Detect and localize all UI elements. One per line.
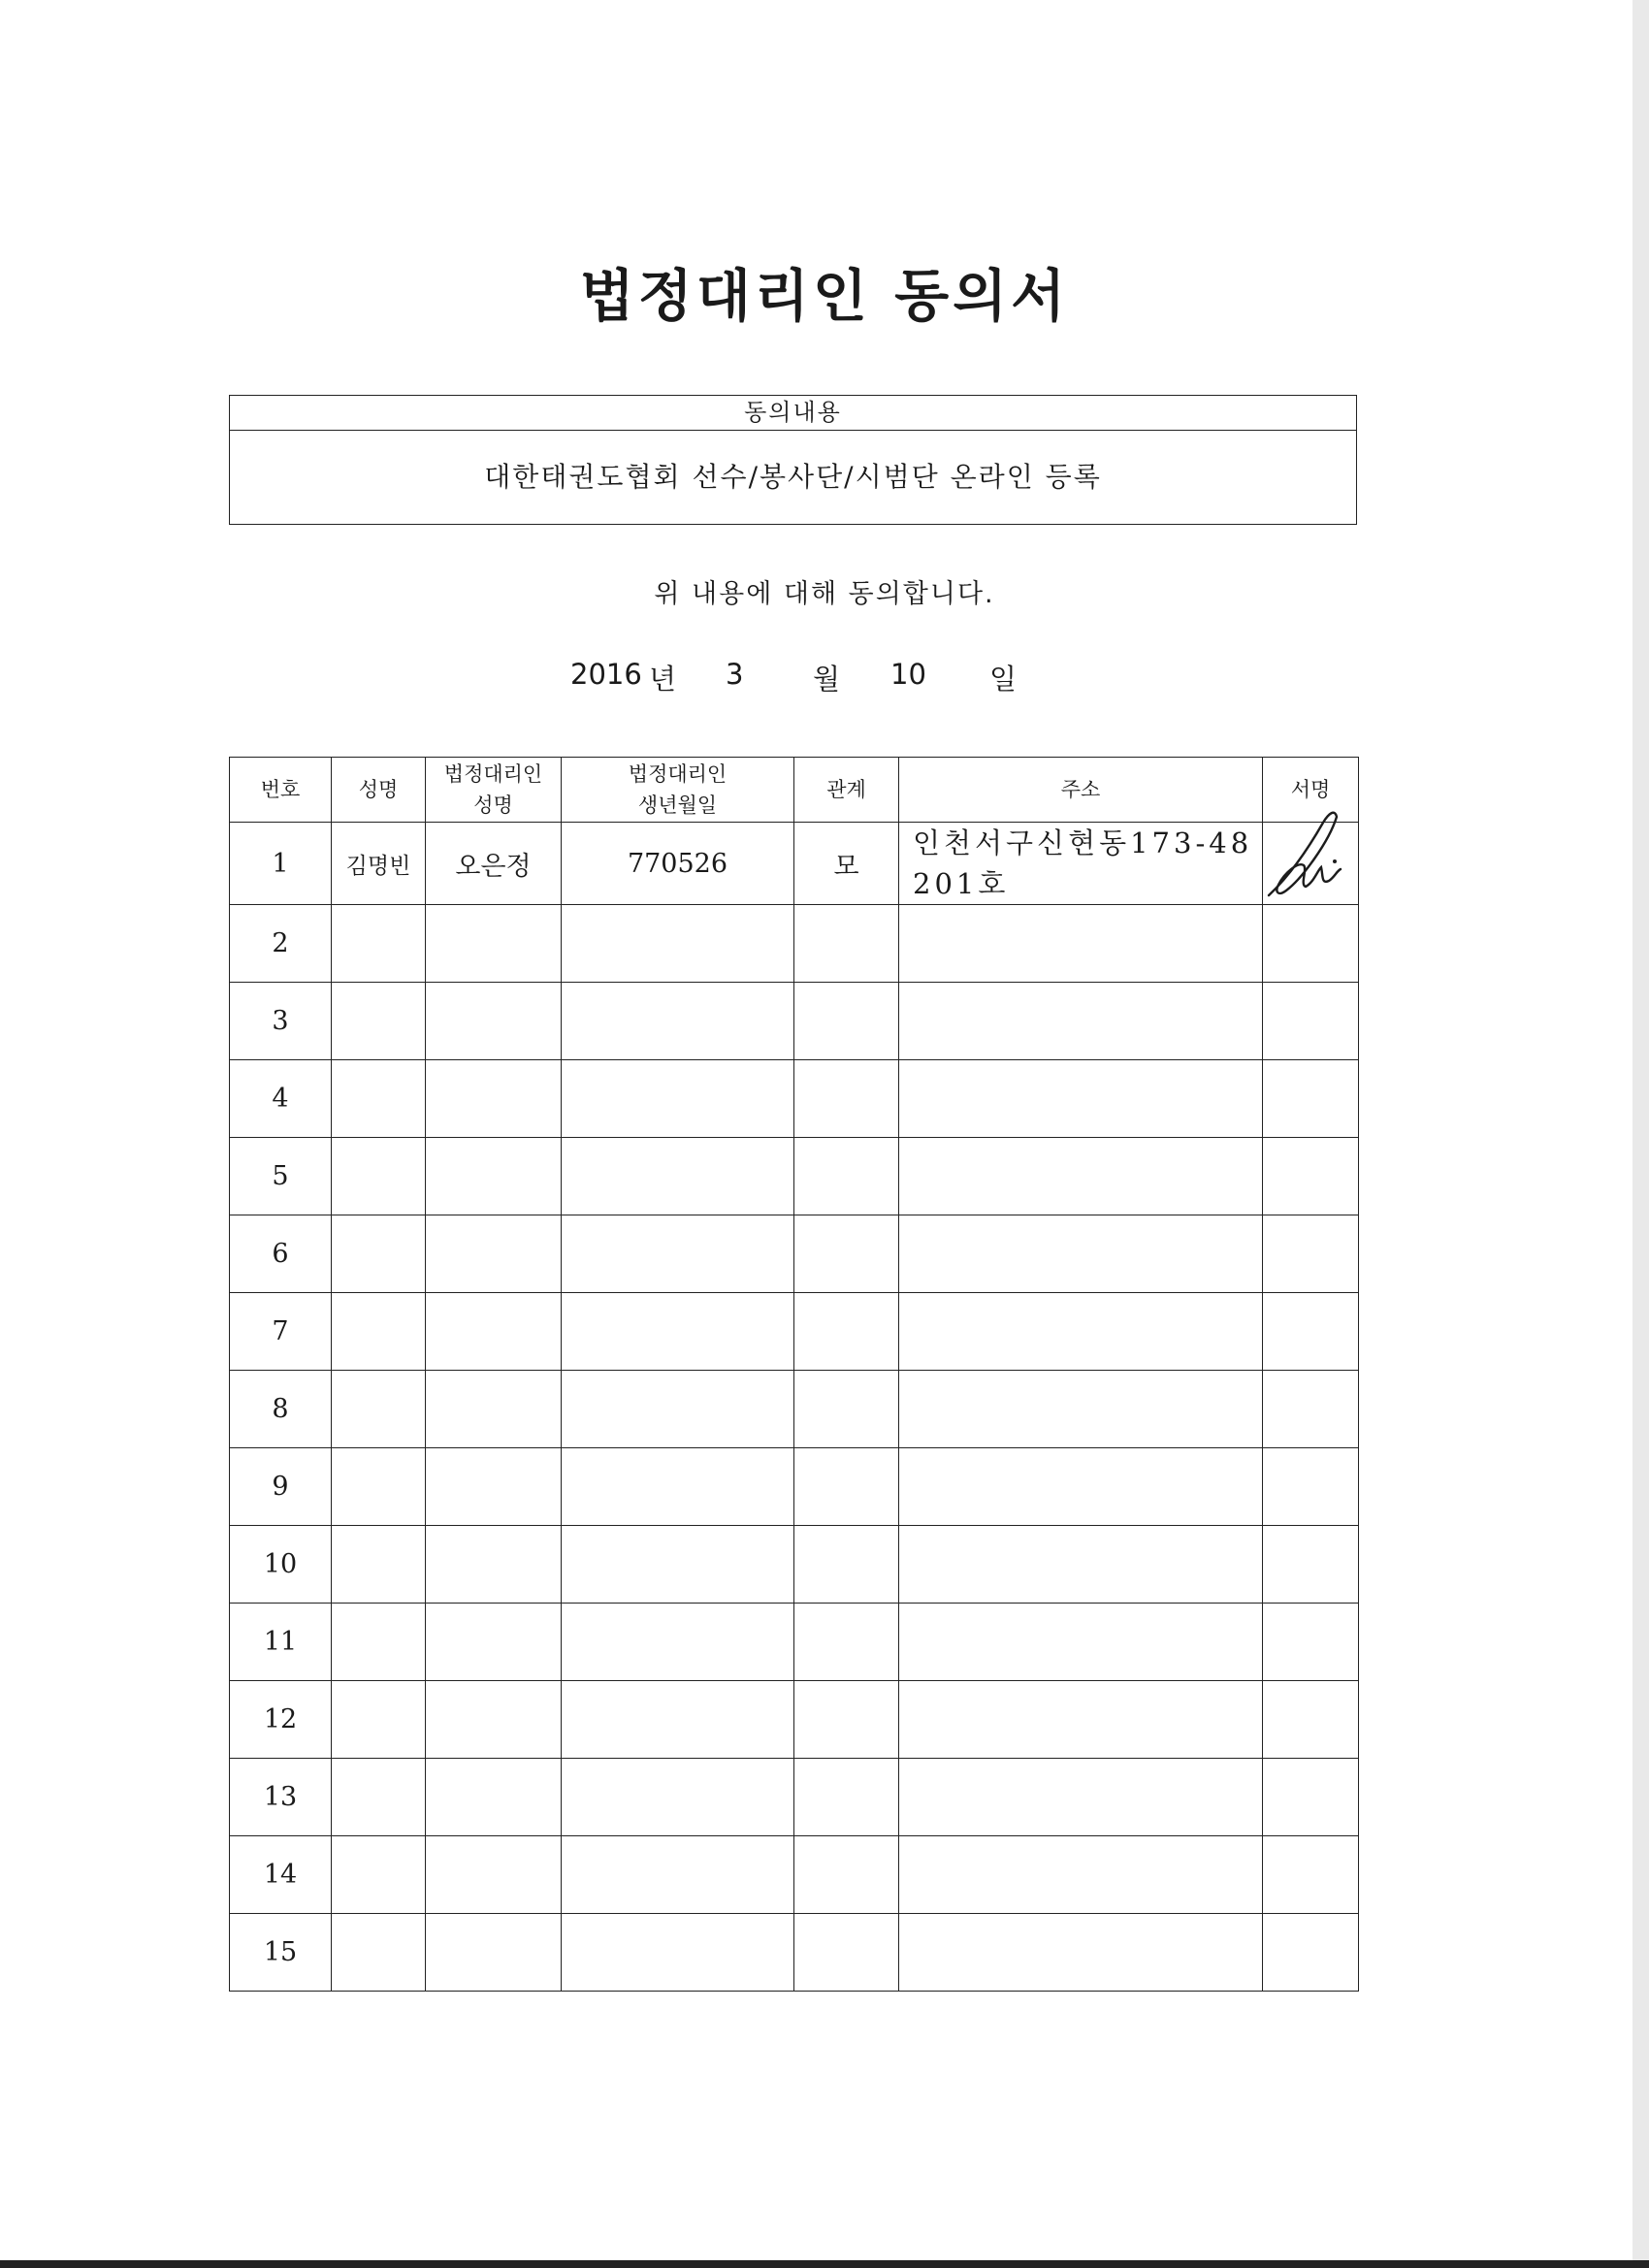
row-signature: [1263, 1604, 1359, 1681]
agreement-text: 위 내용에 대해 동의합니다.: [654, 579, 995, 609]
representative-table: [229, 757, 1359, 1992]
row-rep-birth: [562, 1759, 794, 1836]
table-row: [230, 1526, 1359, 1604]
table-row: [230, 823, 1359, 905]
row-rep-birth: [562, 1371, 794, 1448]
row-signature: [1263, 1836, 1359, 1914]
row-relation: [794, 983, 899, 1060]
row-signature: [1263, 1914, 1359, 1992]
row-address: [899, 905, 1263, 983]
consent-box: [229, 395, 1357, 525]
date-month-label: 월: [813, 663, 841, 696]
row-relation: [794, 1759, 899, 1836]
header-name: 성명: [332, 758, 426, 823]
row-no: 9: [230, 1448, 332, 1526]
row-address: [899, 1836, 1263, 1914]
row-rep-name: [426, 1526, 562, 1604]
address-line-2: 201호: [913, 867, 1010, 900]
row-address: [899, 1448, 1263, 1526]
row-name: [332, 1138, 426, 1215]
row-no: 15: [230, 1914, 332, 1992]
row-address: [899, 983, 1263, 1060]
row-signature: [1263, 983, 1359, 1060]
row-rep-birth: [562, 1604, 794, 1681]
row-rep-birth: [562, 983, 794, 1060]
row-address: [899, 1604, 1263, 1681]
consent-header: 동의내용: [230, 396, 1356, 431]
row-rep-name: [426, 1371, 562, 1448]
row-signature: [1263, 1293, 1359, 1371]
row-rep-name: [426, 1060, 562, 1138]
table-row: [230, 1215, 1359, 1293]
row-signature: [1263, 1681, 1359, 1759]
row-relation: [794, 1526, 899, 1604]
row-no: 10: [230, 1526, 332, 1604]
row-relation: [794, 1448, 899, 1526]
row-rep-name: [426, 1448, 562, 1526]
row-address: [899, 823, 1263, 905]
row-name: [332, 905, 426, 983]
row-signature: [1263, 823, 1359, 905]
header-signature: 서명: [1263, 758, 1359, 823]
row-rep-name: [426, 1914, 562, 1992]
row-no: 12: [230, 1681, 332, 1759]
row-rep-birth: [562, 1836, 794, 1914]
row-relation: [794, 1371, 899, 1448]
row-rep-name: [426, 1836, 562, 1914]
row-rep-birth: [562, 905, 794, 983]
row-rep-birth: 770526: [562, 823, 794, 905]
table-header-row: [230, 758, 1359, 823]
row-rep-birth: [562, 1681, 794, 1759]
header-rep-birth-line1: 법정대리인: [628, 762, 728, 786]
header-rep-name: [426, 758, 562, 823]
row-name: [332, 1759, 426, 1836]
row-signature: [1263, 1215, 1359, 1293]
row-relation: [794, 1836, 899, 1914]
row-address: [899, 1293, 1263, 1371]
date-year: 2016: [570, 658, 642, 691]
row-address: [899, 1914, 1263, 1992]
row-name: [332, 1914, 426, 1992]
row-relation: [794, 1604, 899, 1681]
row-name: 김명빈: [332, 823, 426, 905]
row-relation: [794, 1914, 899, 1992]
header-address: 주소: [899, 758, 1263, 823]
row-rep-birth: [562, 1914, 794, 1992]
table-row: [230, 1138, 1359, 1215]
table-row: [230, 983, 1359, 1060]
row-signature: [1263, 1371, 1359, 1448]
table-row: [230, 1914, 1359, 1992]
row-name: [332, 1371, 426, 1448]
header-rep-birth: [562, 758, 794, 823]
table-row: [230, 905, 1359, 983]
scan-bottom-edge: [0, 2260, 1649, 2268]
row-signature: [1263, 905, 1359, 983]
row-relation: [794, 1060, 899, 1138]
table-row: [230, 1681, 1359, 1759]
row-address: [899, 1759, 1263, 1836]
header-rep-name-line2: 성명: [473, 794, 513, 817]
header-no: 번호: [230, 758, 332, 823]
row-name: [332, 1215, 426, 1293]
date-day: 10: [890, 658, 926, 691]
row-address: [899, 1371, 1263, 1448]
row-no: 8: [230, 1371, 332, 1448]
table-row: [230, 1293, 1359, 1371]
row-name: [332, 1526, 426, 1604]
row-rep-birth: [562, 1526, 794, 1604]
row-address: [899, 1060, 1263, 1138]
row-signature: [1263, 1060, 1359, 1138]
row-no: 13: [230, 1759, 332, 1836]
row-name: [332, 1681, 426, 1759]
row-relation: [794, 1215, 899, 1293]
row-name: [332, 1448, 426, 1526]
row-relation: [794, 1138, 899, 1215]
header-rep-name-line1: 법정대리인: [443, 762, 543, 786]
row-name: [332, 1604, 426, 1681]
row-rep-birth: [562, 1215, 794, 1293]
table-row: [230, 1604, 1359, 1681]
date-day-label: 일: [989, 663, 1018, 696]
header-relation: 관계: [794, 758, 899, 823]
table-row: [230, 1060, 1359, 1138]
row-rep-birth: [562, 1293, 794, 1371]
row-rep-name: [426, 1681, 562, 1759]
row-signature: [1263, 1759, 1359, 1836]
row-name: [332, 1836, 426, 1914]
row-no: 4: [230, 1060, 332, 1138]
date-year-label: 년: [649, 663, 677, 696]
header-rep-birth-line2: 생년월일: [637, 794, 718, 817]
row-no: 5: [230, 1138, 332, 1215]
row-no: 2: [230, 905, 332, 983]
row-rep-name: [426, 1215, 562, 1293]
row-rep-birth: [562, 1060, 794, 1138]
row-address: [899, 1215, 1263, 1293]
row-address: [899, 1681, 1263, 1759]
row-no: 11: [230, 1604, 332, 1681]
row-signature: [1263, 1448, 1359, 1526]
row-rep-name: [426, 1604, 562, 1681]
table-row: [230, 1448, 1359, 1526]
address-line-1: 인천서구신현동173-48: [913, 826, 1253, 859]
consent-body: 대한태권도협회 선수/봉사단/시범단 온라인 등록: [484, 461, 1102, 493]
row-rep-name: [426, 1759, 562, 1836]
row-signature: [1263, 1526, 1359, 1604]
row-signature: [1263, 1138, 1359, 1215]
row-no: 6: [230, 1215, 332, 1293]
row-no: 3: [230, 983, 332, 1060]
row-address: [899, 1526, 1263, 1604]
row-rep-birth: [562, 1138, 794, 1215]
row-rep-name: [426, 983, 562, 1060]
table-row: [230, 1371, 1359, 1448]
scan-edge: [1633, 0, 1649, 2268]
row-name: [332, 983, 426, 1060]
row-no: 1: [230, 823, 332, 905]
row-no: 7: [230, 1293, 332, 1371]
row-relation: 모: [794, 823, 899, 905]
table-row: [230, 1836, 1359, 1914]
row-name: [332, 1060, 426, 1138]
row-no: 14: [230, 1836, 332, 1914]
date-month: 3: [726, 658, 744, 691]
row-rep-name: [426, 1293, 562, 1371]
page-title: 법정대리인 동의서: [579, 263, 1070, 329]
row-relation: [794, 1293, 899, 1371]
row-rep-name: [426, 1138, 562, 1215]
row-address: [899, 1138, 1263, 1215]
table-row: [230, 1759, 1359, 1836]
row-relation: [794, 905, 899, 983]
row-name: [332, 1293, 426, 1371]
row-rep-birth: [562, 1448, 794, 1526]
row-rep-name: [426, 905, 562, 983]
row-relation: [794, 1681, 899, 1759]
row-rep-name: 오은정: [426, 823, 562, 905]
